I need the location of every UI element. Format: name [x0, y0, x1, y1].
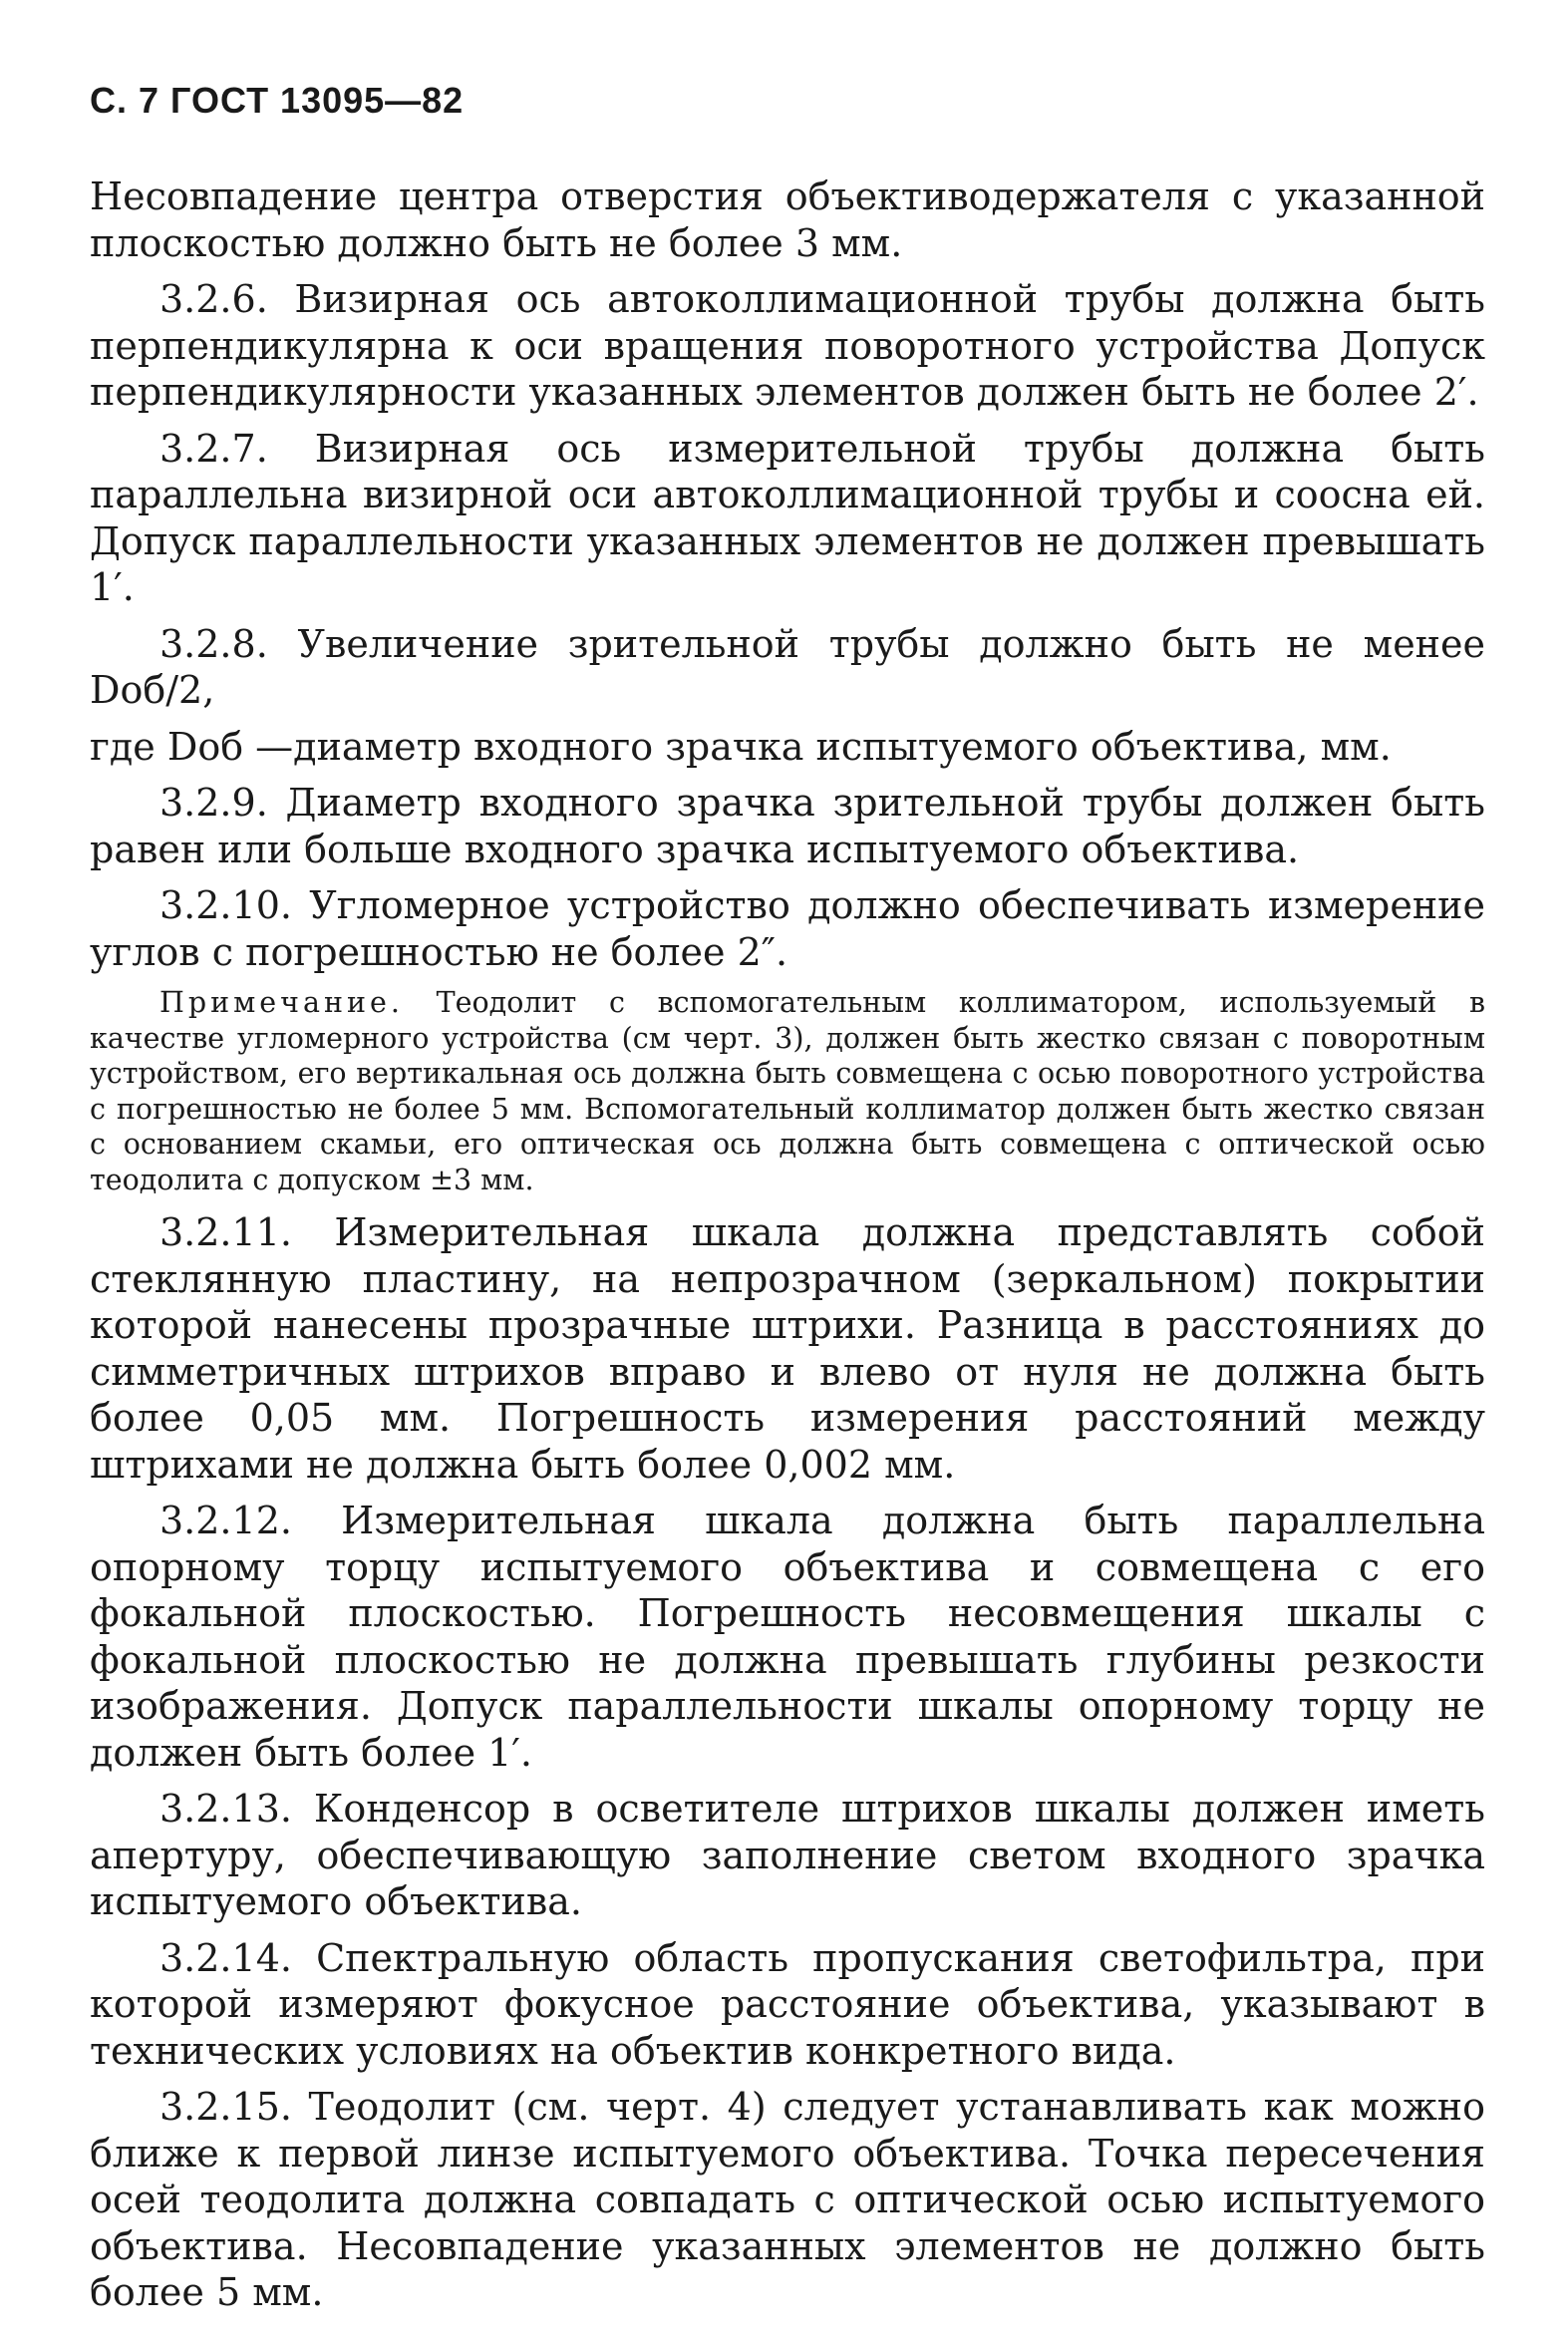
note-label: Примечание.	[159, 986, 404, 1019]
clause-3-2-8: 3.2.8. Увеличение зрительной трубы должно быть не менее Dоб/2,	[90, 621, 1485, 712]
clause-3-2-13: 3.2.13. Конденсор в осветителе штрихов шкалы должен иметь апертуру, обеспечивающую заполнение светом входного зрачка испытуемого объектива.	[90, 1787, 1485, 1923]
page-header: С. 7 ГОСТ 13095—82	[90, 80, 465, 121]
clause-3-2-7: 3.2.7. Визирная ось измерительной трубы должна быть параллельна визирной оси автоколлимационной трубы и соосна ей. Допуск параллельности указанных элементов не должен превышать 1′.	[90, 426, 1485, 609]
clause-3-2-11: 3.2.11. Измерительная шкала должна представлять собой стеклянную пластину, на непрозрачном (зеркальном) покрытии которой нанесены прозрачные штрихи. Разница в расстояниях до симметричных штрихов вправо и влево от нуля не должна быть более 0,05 мм. Погрешность измерения расстояний между штрихами не должна быть более 0,002 мм.	[90, 1210, 1485, 1487]
clause-3-2-15: 3.2.15. Теодолит (см. черт. 4) следует устанавливать как можно ближе к первой линзе испытуемого объектива. Точка пересечения осей теодолита должна совпадать с оптической осью испытуемого объектива. Несовпадение указанных элементов не должно быть более 5 мм.	[90, 2085, 1485, 2314]
note-block	[90, 985, 1485, 1197]
clause-3-2-10: 3.2.10. Угломерное устройство должно обеспечивать измерение углов с погрешностью не более 2″.	[90, 883, 1485, 974]
note-text: Теодолит с вспомогательным коллиматором, используемый в качестве угломерного устройства (см черт. 3), должен быть жестко связан с поворотным устройством, его вертикальная ось должна быть совмещена с осью поворотного устройства с погрешностью не более 5 мм. Вспомогательный коллиматор должен быть жестко связан с основанием скамьи, его оптическая ось должна быть совмещена с оптической осью теодолита с допуском ±3 мм.	[90, 986, 1486, 1196]
clause-3-2-14: 3.2.14. Спектральную область пропускания светофильтра, при которой измеряют фокусное расстояние объектива, указывают в технических условиях на объектив конкретного вида.	[90, 1935, 1485, 2073]
clause-3-2-6: 3.2.6. Визирная ось автоколлимационной трубы должна быть перпендикулярна к оси вращения поворотного устройства Допуск перпендикулярности указанных элементов должен быть не более 2′.	[90, 277, 1485, 414]
paragraph-continuation: Несовпадение центра отверстия объективодержателя с указанной плоскостью должно быть не более 3 мм.	[90, 174, 1485, 265]
clause-3-2-9: 3.2.9. Диаметр входного зрачка зрительной трубы должен быть равен или больше входного зрачка испытуемого объектива.	[90, 781, 1485, 871]
document-page	[90, 80, 1485, 2326]
clause-3-2-12: 3.2.12. Измерительная шкала должна быть параллельна опорному торцу испытуемого объектива и совмещена с его фокальной плоскостью. Погрешность несовмещения шкалы с фокальной плоскостью не должна превышать глубины резкости изображения. Допуск параллельности шкалы опорному торцу не должен быть более 1′.	[90, 1499, 1485, 1775]
clause-3-2-8-definition: где Dоб —диаметр входного зрачка испытуемого объектива, мм.	[90, 724, 1392, 769]
